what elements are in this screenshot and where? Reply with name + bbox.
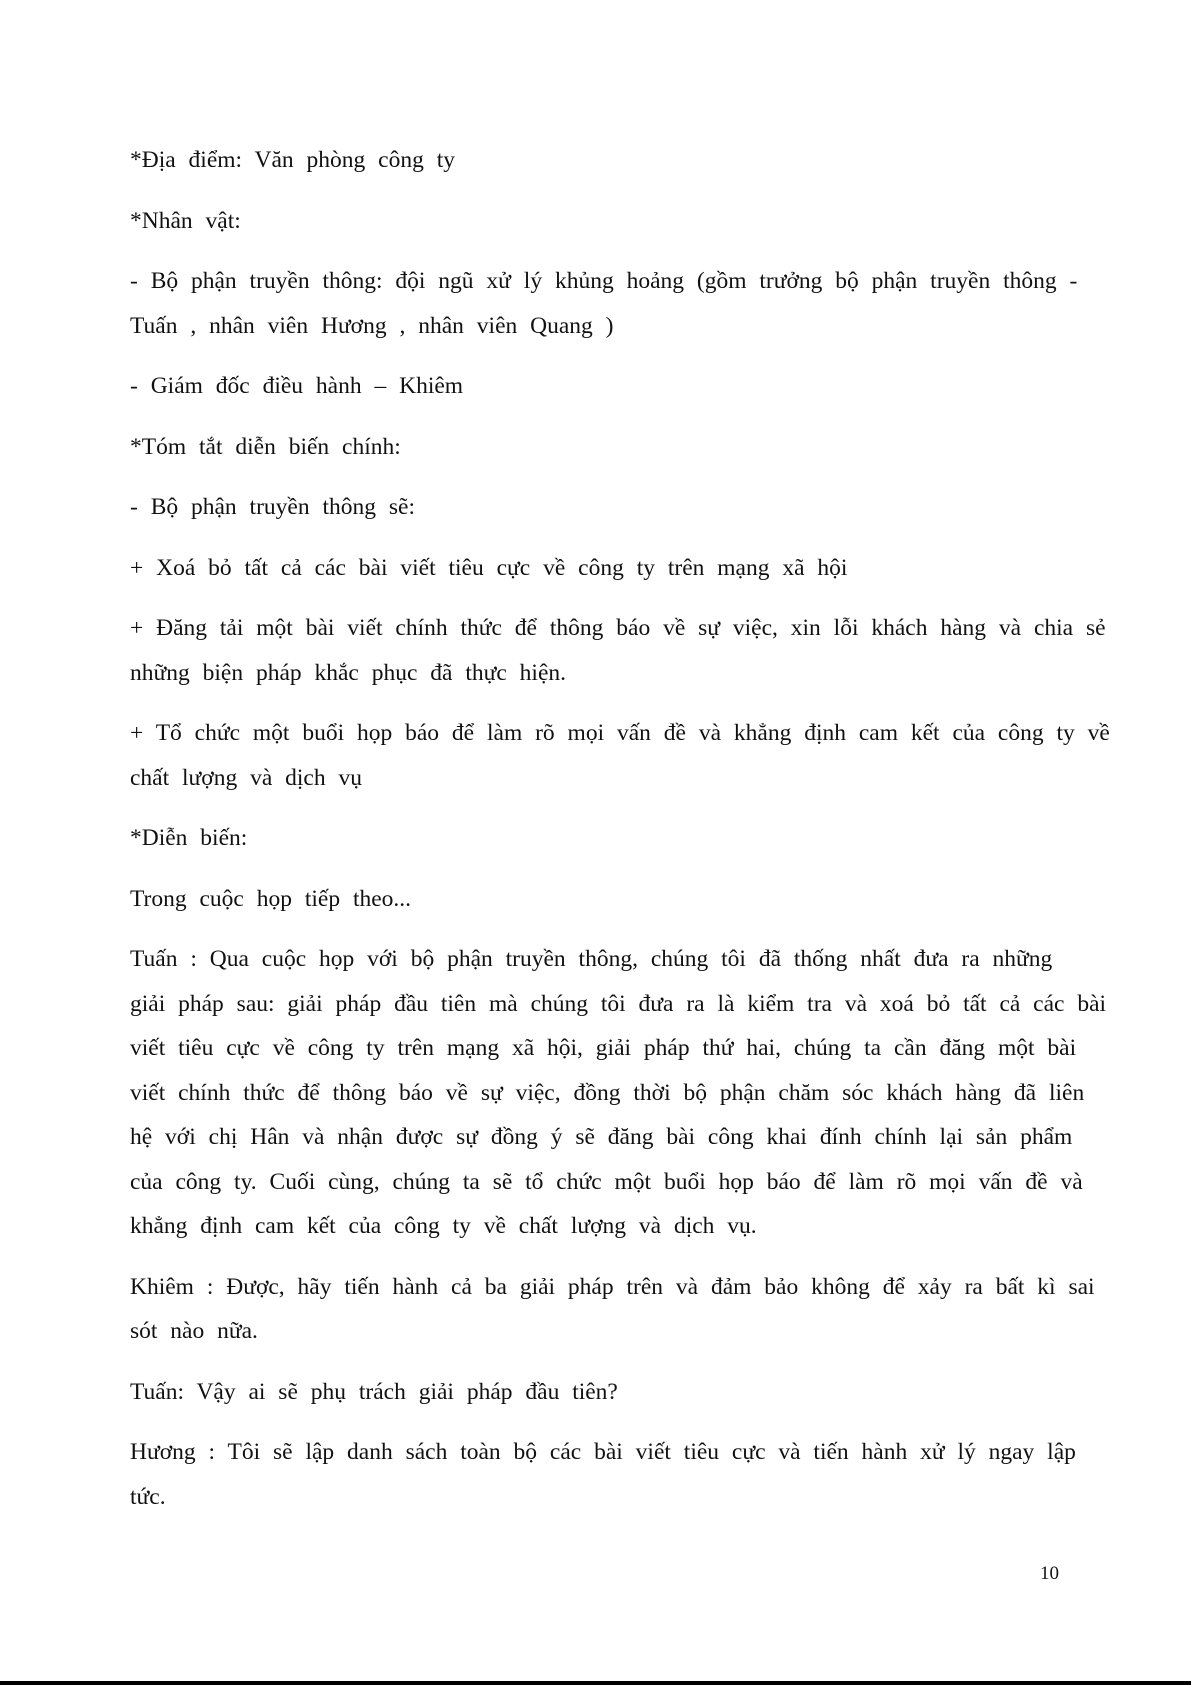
text-line: *Nhân vật: [130, 207, 241, 234]
text-line: - Bộ phận truyền thông: đội ngũ xử lý khủng hoảng (gồm trưởng bộ phận truyền thông - [130, 268, 1078, 294]
text-line: khẳng định cam kết của công ty về chất lượng và dịch vụ. [130, 1213, 757, 1239]
text-line: Hương : Tôi sẽ lập danh sách toàn bộ các bài viết tiêu cực và tiến hành xử lý ngay lập [130, 1439, 1076, 1465]
paragraph [130, 1370, 1191, 1415]
paragraph [130, 546, 1191, 591]
text-line: giải pháp sau: giải pháp đầu tiên mà chúng tôi đưa ra là kiểm tra và xoá bỏ tất cả các bài [130, 990, 1107, 1017]
text-line: *Địa điểm: Văn phòng công ty [130, 147, 456, 173]
paragraph [130, 199, 1191, 244]
paragraph [130, 259, 1191, 348]
paragraph [130, 364, 1191, 409]
text-line: Trong cuộc họp tiếp theo... [130, 885, 412, 912]
paragraph [130, 711, 1191, 800]
text-line: chất lượng và dịch vụ [130, 764, 362, 791]
text-line: những biện pháp khắc phục đã thực hiện. [130, 659, 567, 686]
paragraph [130, 138, 1191, 183]
text-line: - Giám đốc điều hành – Khiêm [130, 373, 464, 399]
paragraph [130, 1430, 1191, 1519]
text-line: hệ với chị Hân và nhận được sự đồng ý sẽ đăng bài công khai đính chính lại sản phẩm [130, 1124, 1073, 1150]
text-line: tức. [130, 1483, 166, 1510]
paragraph [130, 606, 1191, 695]
text-line: Tuấn , nhân viên Hương , nhân viên Quang ) [130, 312, 614, 339]
paragraph [130, 937, 1191, 1249]
paragraph [130, 816, 1191, 861]
paragraph [130, 1265, 1191, 1354]
text-line: + Xoá bỏ tất cả các bài viết tiêu cực về công ty trên mạng xã hội [130, 554, 848, 581]
text-line: *Tóm tắt diễn biến chính: [130, 433, 401, 460]
bottom-rule [0, 1681, 1191, 1685]
document-body [130, 138, 1191, 1535]
page-number: 10 [1040, 1563, 1059, 1584]
text-line: viết chính thức để thông báo về sự việc, đồng thời bộ phận chăm sóc khách hàng đã liên [130, 1079, 1085, 1106]
text-line: Khiêm : Được, hãy tiến hành cả ba giải pháp trên và đảm bảo không để xảy ra bất kì sai [130, 1273, 1095, 1300]
text-line: + Tổ chức một buổi họp báo để làm rõ mọi vấn đề và khẳng định cam kết của công ty về [130, 720, 1110, 746]
paragraph [130, 877, 1191, 922]
text-line: *Diễn biến: [130, 825, 248, 851]
text-line: - Bộ phận truyền thông sẽ: [130, 494, 415, 520]
text-line: Tuấn: Vậy ai sẽ phụ trách giải pháp đầu tiên? [130, 1378, 618, 1405]
text-line: + Đăng tải một bài viết chính thức để thông báo về sự việc, xin lỗi khách hàng và chia sẻ [130, 615, 1106, 641]
text-line: sót nào nữa. [130, 1318, 258, 1344]
text-line: Tuấn : Qua cuộc họp với bộ phận truyền thông, chúng tôi đã thống nhất đưa ra những [130, 946, 1053, 972]
paragraph [130, 425, 1191, 470]
text-line: viết tiêu cực về công ty trên mạng xã hội, giải pháp thứ hai, chúng ta cần đăng một bài [130, 1035, 1077, 1061]
paragraph [130, 485, 1191, 530]
text-line: của công ty. Cuối cùng, chúng ta sẽ tổ chức một buổi họp báo để làm rõ mọi vấn đề và [130, 1168, 1083, 1195]
